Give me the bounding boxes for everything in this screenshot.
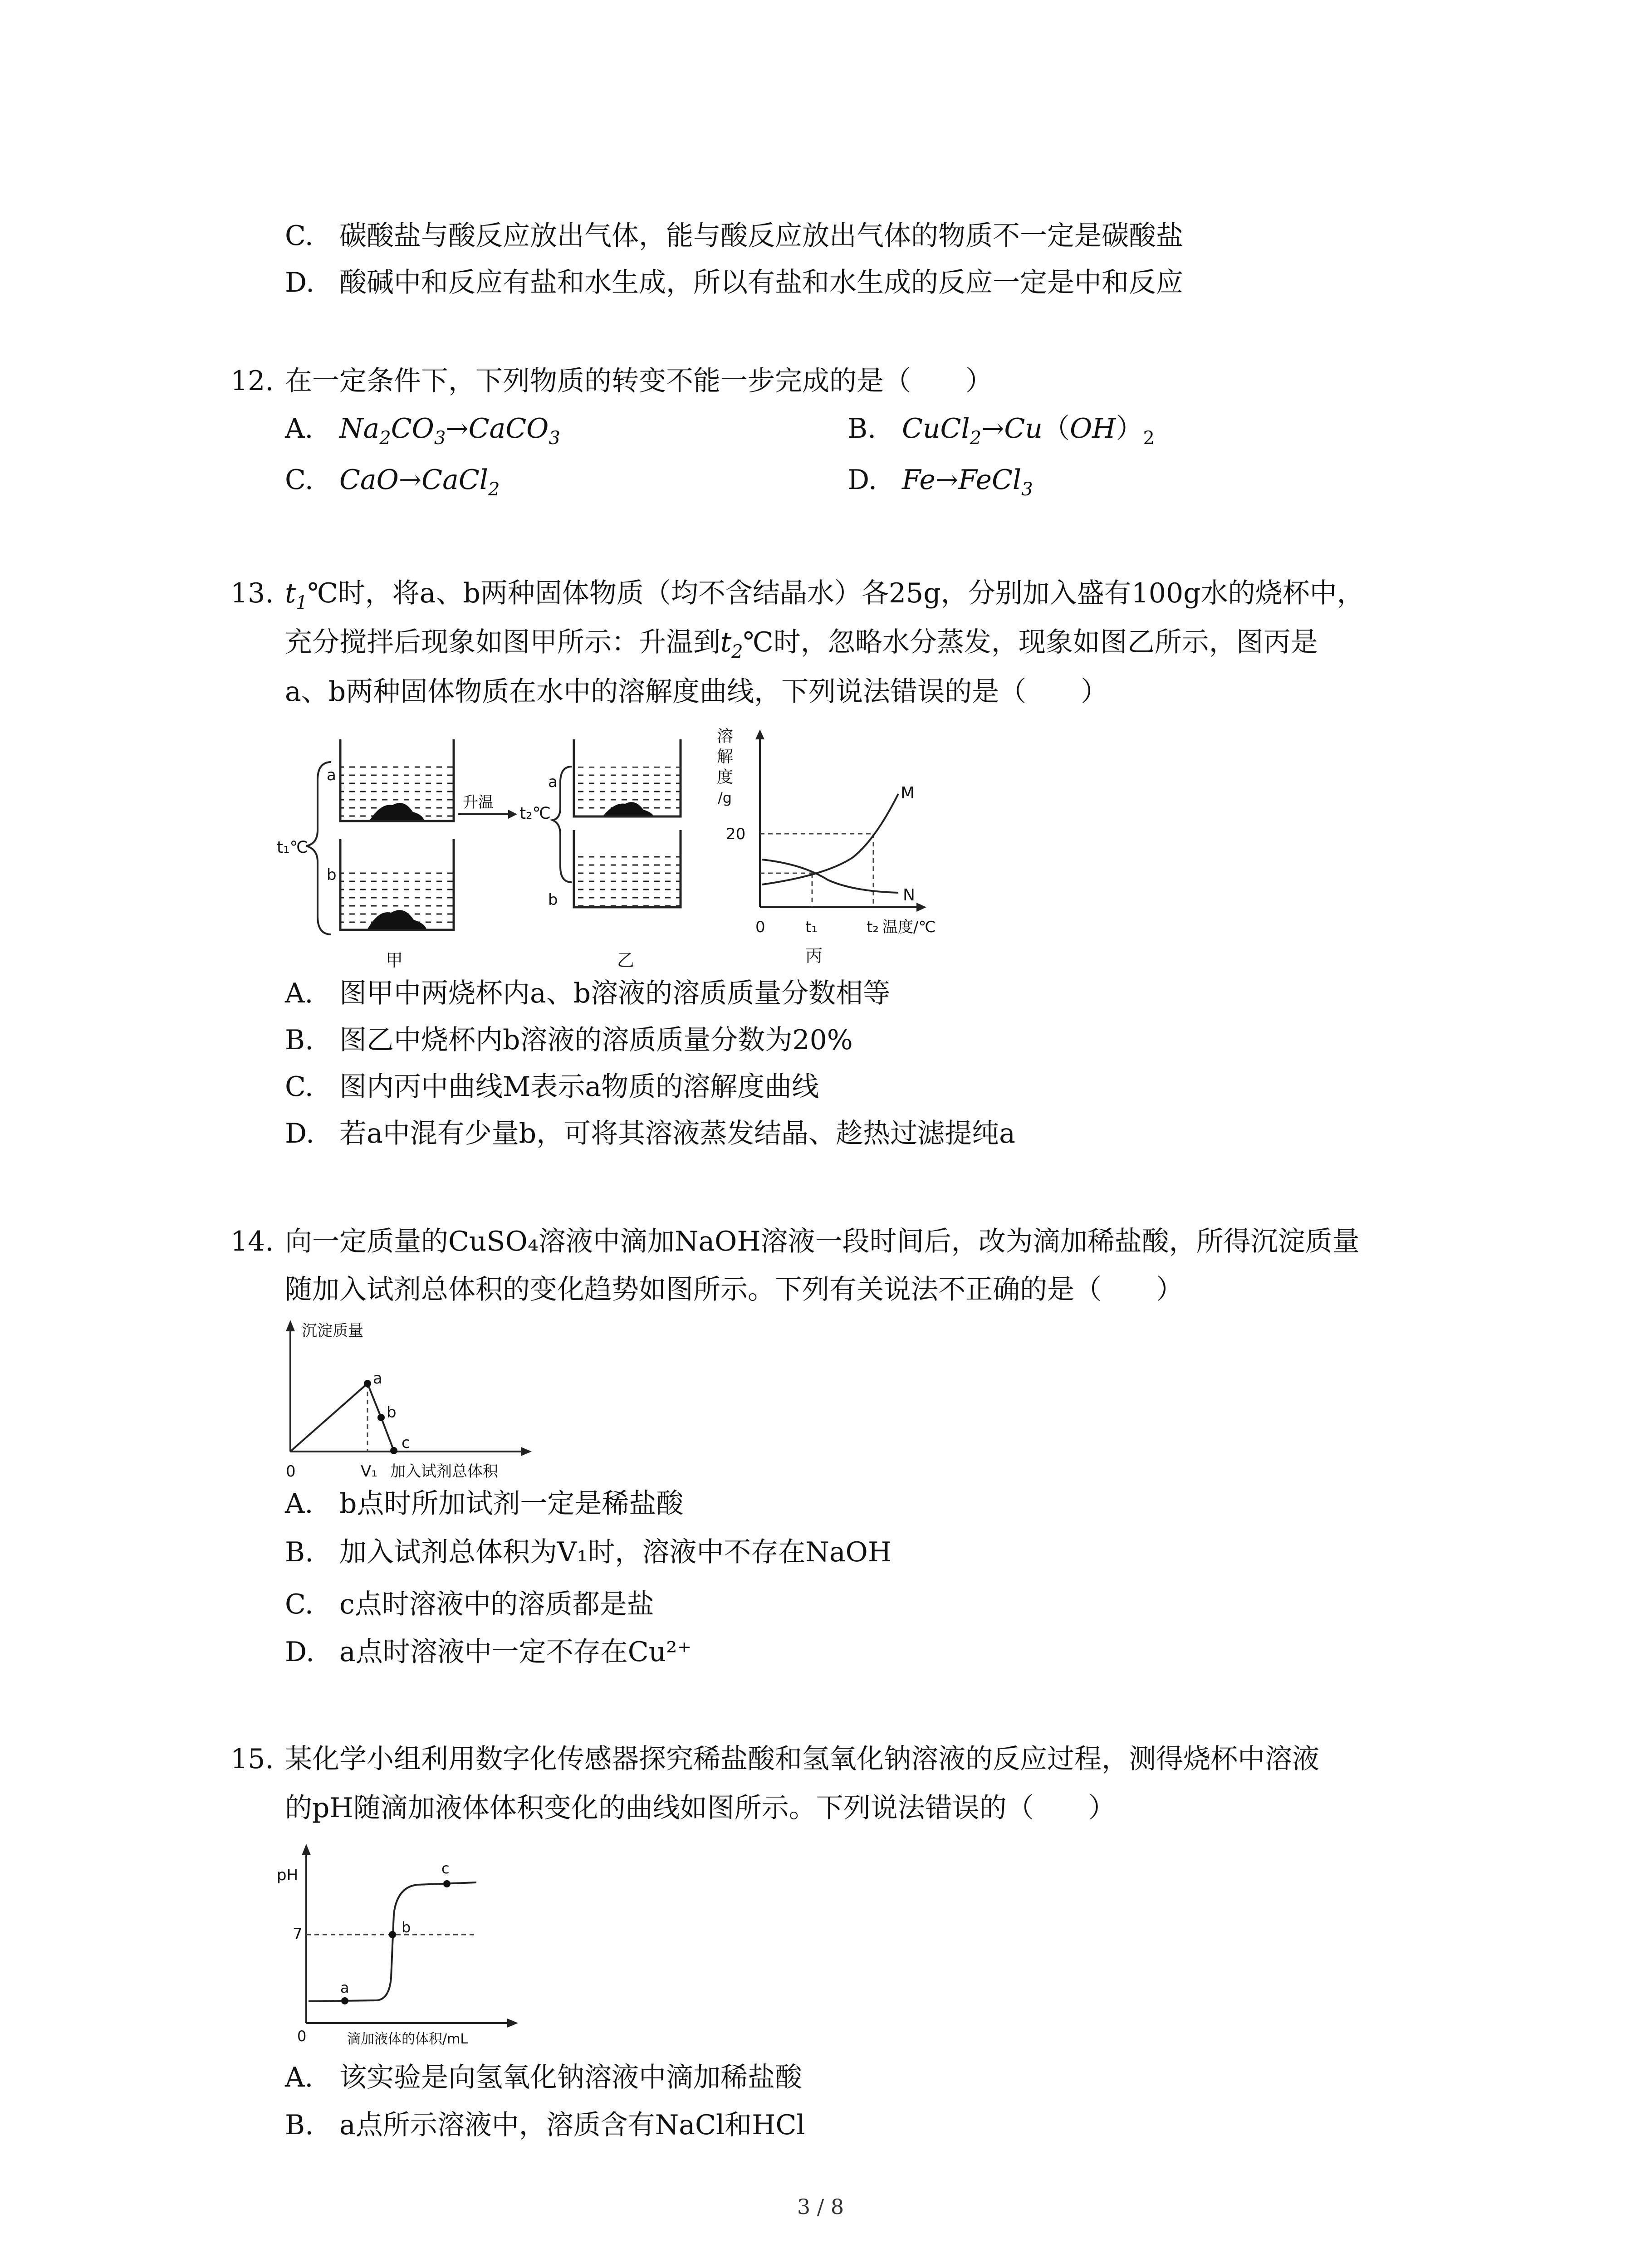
x-label: 温度/℃ (882, 918, 936, 936)
y-label-4: /g (718, 789, 732, 807)
caption-bing: 丙 (805, 946, 823, 966)
point-a (364, 1380, 371, 1387)
q14-stem-line2: 随加入试剂总体积的变化趋势如图所示。下列有关说法不正确的是（ ） (285, 1274, 1183, 1305)
q13-option-d: D. 若a中混有少量b，可将其溶液蒸发结晶、趁热过滤提纯a (285, 1118, 1015, 1149)
beaker-a-label: a (327, 766, 336, 784)
x-tick-t2: t₂ (867, 918, 879, 936)
y-label-3: 度 (717, 768, 734, 787)
x-label: 加入试剂总体积 (390, 1462, 498, 1481)
q13-t1-label: t₁℃ (277, 838, 308, 857)
q12-option-a: A. $Na_2CO_3\to CaCO_3$ (285, 413, 560, 449)
curve-n (762, 860, 898, 893)
q14-option-d: D. a点时溶液中一定不存在Cu²⁺ (285, 1636, 692, 1668)
y-tick-7: 7 (293, 1925, 303, 1943)
y-label: 沉淀质量 (302, 1322, 363, 1340)
ph-curve (309, 1882, 476, 2001)
label-c: c (402, 1434, 410, 1452)
x-label: 滴加液体的体积/mL (347, 2031, 468, 2047)
beaker-a-label-yi: a (548, 773, 558, 791)
q14-option-a: A. b点时所加试剂一定是稀盐酸 (285, 1488, 684, 1520)
q13-stem-line1: 13. $t_1℃$时，将a、b两种固体物质（均不含结晶水）各25g，分别加入盛有100g水的烧杯中， (230, 577, 1364, 613)
q13-solubility-chart (717, 726, 953, 980)
q14-precipitate-chart (272, 1315, 681, 1488)
beaker-b-label: b (327, 866, 337, 884)
q13-beaker-figure (272, 730, 726, 984)
q13-arrow-label: 升温 (463, 793, 494, 811)
q15-ph-chart (277, 1842, 685, 2055)
label-n: N (903, 886, 915, 904)
y-label-2: 解 (717, 748, 734, 766)
q13-option-c: C. 图内丙中曲线M表示a物质的溶解度曲线 (285, 1071, 819, 1103)
y-label-1: 溶 (717, 727, 734, 746)
caption-jia: 甲 (386, 950, 403, 970)
label-b: b (387, 1403, 397, 1422)
point-a (341, 1997, 348, 2004)
q12-stem: 12. 在一定条件下，下列物质的转变不能一步完成的是（ ） (230, 365, 993, 397)
y-tick-20: 20 (726, 825, 746, 843)
point-c (390, 1447, 397, 1454)
caption-yi: 乙 (617, 950, 635, 970)
q15-option-b: B. a点所示溶液中，溶质含有NaCl和HCl (285, 2109, 805, 2141)
q12-option-b: B. $CuCl_2\to Cu(OH)_2$ (847, 413, 1155, 449)
origin: 0 (286, 1462, 296, 1481)
q15-stem-line2: 的pH随滴加液体体积变化的曲线如图所示。下列说法错误的（ ） (285, 1792, 1116, 1824)
label-c: c (441, 1860, 450, 1877)
q13-t2-label: t₂℃ (519, 804, 551, 823)
q11-option-c: C. 碳酸盐与酸反应放出气体，能与酸反应放出气体的物质不一定是碳酸盐 (285, 220, 1183, 252)
origin: 0 (297, 2028, 307, 2045)
origin: 0 (755, 918, 765, 936)
label-m: M (901, 784, 915, 802)
page-number: 3 / 8 (797, 2195, 844, 2219)
beaker-a-jia (327, 739, 454, 821)
q14-option-b: B. 加入试剂总体积为V₁时，溶液中不存在NaOH (285, 1536, 892, 1568)
q13-stem-line2: 充分搅拌后现象如图甲所示：升温到$t_2℃$时，忽略水分蒸发，现象如图乙所示，图丙是 (285, 626, 1318, 662)
x-tick-t1: t₁ (805, 918, 818, 936)
label-a: a (340, 1979, 349, 1996)
point-b (389, 1931, 396, 1938)
label-b: b (402, 1919, 411, 1936)
q13-option-a: A. 图甲中两烧杯内a、b溶液的溶质质量分数相等 (285, 978, 891, 1009)
point-c (443, 1880, 451, 1887)
q12-option-c: C. CaO→CaCl$_2$ (285, 464, 500, 500)
q13-stem-line3: a、b两种固体物质在水中的溶解度曲线，下列说法错误的是（ ） (285, 676, 1108, 708)
q15-option-a: A. 该实验是向氢氧化钠溶液中滴加稀盐酸 (285, 2062, 802, 2093)
q12-option-d: D. Fe→FeCl$_3$ (847, 464, 1033, 500)
point-b (377, 1414, 385, 1421)
beaker-b-jia (327, 839, 454, 930)
beaker-b-label-yi: b (548, 891, 558, 909)
beaker-b-yi (548, 830, 681, 909)
q14-option-c: C. c点时溶液中的溶质都是盐 (285, 1589, 654, 1620)
q13-option-b: B. 图乙中烧杯内b溶液的溶质质量分数为20% (285, 1024, 853, 1056)
label-a: a (373, 1369, 382, 1388)
q14-stem-line1: 14. 向一定质量的CuSO₄溶液中滴加NaOH溶液一段时间后，改为滴加稀盐酸，所得沉淀质量 (230, 1226, 1360, 1257)
q15-stem-line1: 15. 某化学小组利用数字化传感器探究稀盐酸和氢氧化钠溶液的反应过程，测得烧杯中溶液 (230, 1743, 1319, 1775)
beaker-a-yi (548, 739, 681, 816)
x-tick-v1: V₁ (361, 1462, 377, 1481)
y-label: pH (277, 1866, 299, 1884)
q11-option-d: D. 酸碱中和反应有盐和水生成，所以有盐和水生成的反应一定是中和反应 (285, 267, 1183, 298)
curve-m (762, 794, 898, 885)
